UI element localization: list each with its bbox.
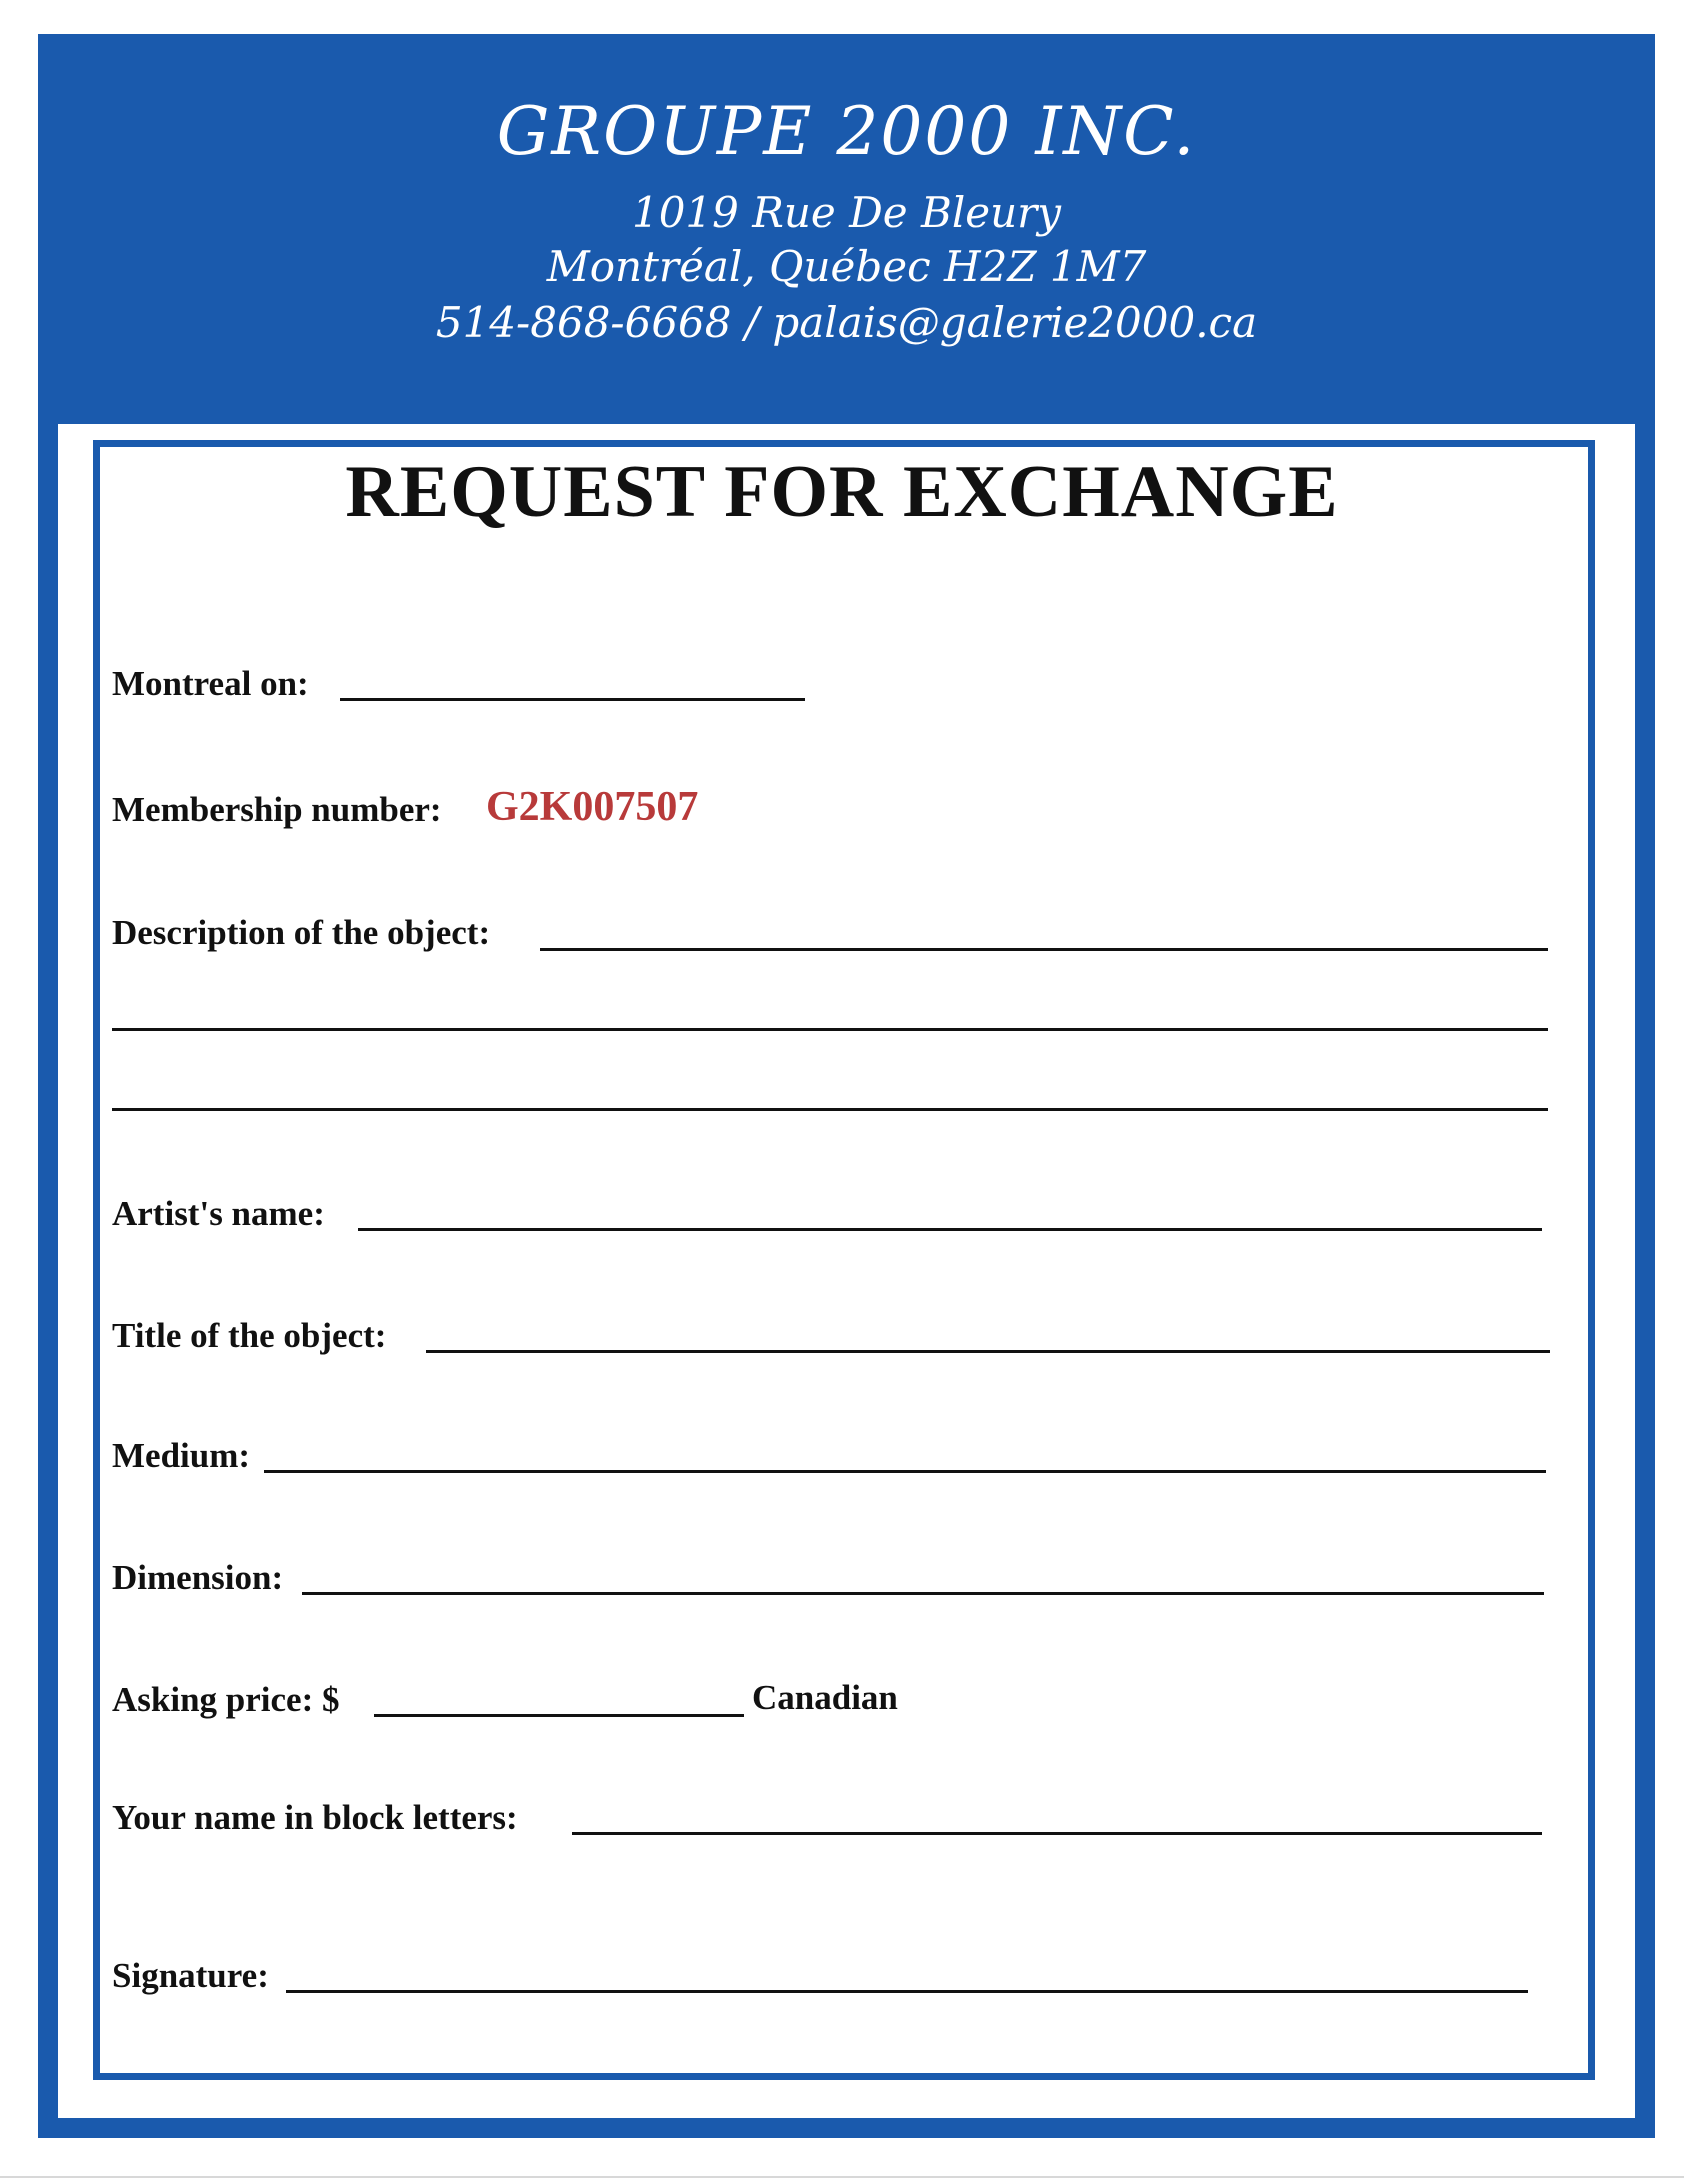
montreal-on-field[interactable]	[340, 698, 805, 701]
company-name: GROUPE 2000 INC.	[496, 93, 1197, 170]
object-title-label: Title of the object:	[112, 1316, 387, 1355]
signature-field[interactable]	[286, 1990, 1528, 1993]
address-city: Montréal, Québec H2Z 1M7	[546, 242, 1147, 291]
form-title: REQUEST FOR EXCHANGE	[345, 451, 1339, 533]
object-title-field[interactable]	[426, 1350, 1550, 1353]
contact-info: 514-868-6668 / palais@galerie2000.ca	[435, 298, 1258, 347]
asking-price-currency: Canadian	[752, 1678, 898, 1717]
description-field-line-3[interactable]	[112, 1108, 1548, 1111]
asking-price-label: Asking price: $	[112, 1680, 340, 1719]
address-street: 1019 Rue De Bleury	[631, 188, 1061, 237]
your-name-field[interactable]	[572, 1832, 1542, 1835]
description-field-line-1[interactable]	[540, 948, 1548, 951]
description-label: Description of the object:	[112, 913, 491, 952]
membership-number-label: Membership number:	[112, 790, 442, 829]
membership-number-value: G2K007507	[486, 784, 699, 830]
asking-price-field[interactable]	[374, 1714, 744, 1717]
artist-name-label: Artist's name:	[112, 1194, 325, 1233]
medium-label: Medium:	[112, 1436, 251, 1475]
dimension-label: Dimension:	[112, 1558, 284, 1597]
description-field-line-2[interactable]	[112, 1028, 1548, 1031]
medium-field[interactable]	[264, 1470, 1546, 1473]
artist-name-field[interactable]	[358, 1228, 1542, 1231]
page-bottom-edge	[0, 2176, 1684, 2178]
montreal-on-label: Montreal on:	[112, 664, 309, 703]
your-name-label: Your name in block letters:	[112, 1798, 518, 1837]
signature-label: Signature:	[112, 1956, 269, 1995]
dimension-field[interactable]	[302, 1592, 1544, 1595]
